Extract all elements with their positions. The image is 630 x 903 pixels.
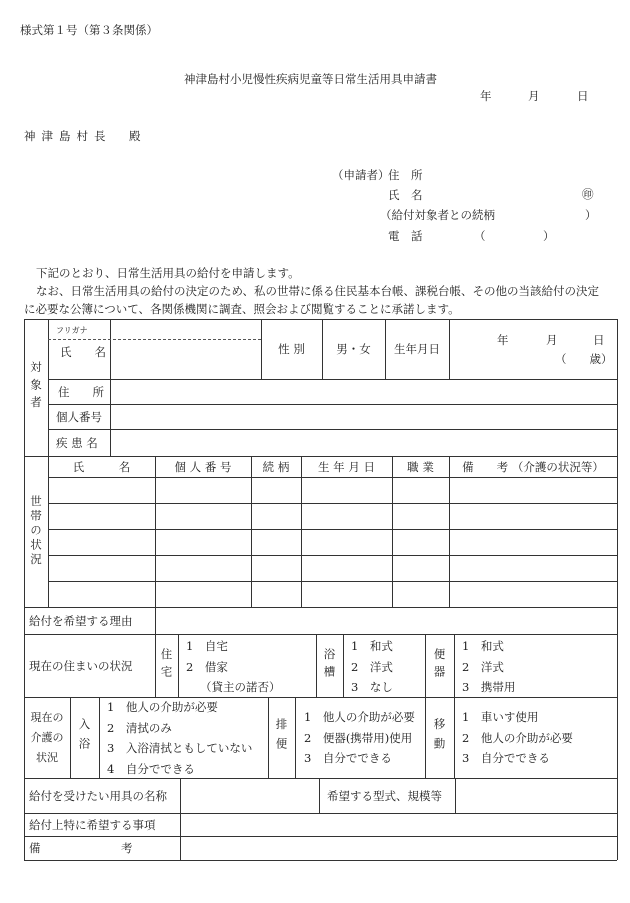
bathing-option-none[interactable]: 3 入浴清拭ともしていない	[107, 741, 253, 755]
applicant-phone-paren: （ ）	[474, 229, 555, 243]
sex-value[interactable]: 男・女	[336, 342, 371, 356]
household-header-id: 個 人 番 号	[174, 459, 232, 474]
subject-disease-field[interactable]	[111, 430, 616, 455]
household-row[interactable]	[49, 556, 616, 580]
subject-name-field[interactable]	[111, 341, 260, 378]
seal-mark: ㊞	[582, 187, 594, 201]
birth-month-unit: 月	[546, 333, 558, 347]
movement-option-wheelchair[interactable]: 1 車いす使用	[462, 710, 539, 724]
subject-id-label: 個人番号	[56, 409, 102, 424]
household-row[interactable]	[49, 504, 616, 528]
form-number: 様式第１号（第３条関係）	[20, 23, 158, 37]
applicant-name-label: 氏 名	[388, 188, 423, 202]
toilet-option-portable[interactable]: 3 携帯用	[462, 680, 516, 694]
household-row[interactable]	[49, 582, 616, 606]
equipment-name-label: 給付を受けたい用具の名称	[29, 788, 167, 803]
subject-address-label: 住 所	[58, 384, 104, 399]
honorific: 殿	[129, 129, 141, 143]
household-header-birth: 生 年 月 日	[318, 459, 375, 474]
movement-option-assist[interactable]: 2 他人の介助が必要	[462, 730, 573, 745]
household-header-job: 職 業	[407, 459, 434, 474]
movement-options	[462, 707, 573, 769]
special-request-field[interactable]	[181, 814, 616, 835]
statement-line-3: に必要な公簿について、各関係機関に調査、照会および閲覧することに承諾します。	[24, 302, 460, 316]
applicant-relation-label: （給付対象者との続柄	[380, 208, 495, 222]
bath-options	[351, 636, 393, 698]
birth-date-field[interactable]	[450, 320, 616, 378]
household-header-notes: 備 考 （介護の状況等）	[462, 459, 604, 474]
subject-disease-label: 疾 患 名	[56, 435, 98, 450]
equipment-model-field[interactable]	[456, 779, 616, 812]
birth-day-unit: 日	[593, 333, 605, 347]
applicant-phone-label: 電 話	[388, 229, 423, 243]
birth-year-unit: 年	[497, 333, 509, 347]
household-header-relation: 続 柄	[262, 459, 290, 474]
subject-id-field[interactable]	[111, 405, 616, 428]
care-label: 現在の介護の状況	[30, 710, 64, 764]
residence-option-rent[interactable]: 2 借家	[186, 659, 228, 674]
toilet-options	[462, 636, 515, 698]
household-row[interactable]	[49, 530, 616, 554]
furigana-label: フリガナ	[56, 326, 88, 335]
applicant-label: （申請者）	[332, 168, 390, 182]
date-year: 年	[480, 89, 492, 103]
movement-option-self[interactable]: 3 自分でできる	[462, 751, 550, 765]
applicant-relation-close: ）	[585, 208, 597, 222]
age-field: （ 歳）	[555, 352, 613, 366]
bathing-option-assist[interactable]: 1 他人の介助が必要	[107, 700, 218, 714]
bath-label: 浴槽	[322, 648, 337, 683]
special-request-label: 給付上特に希望する事項	[29, 817, 156, 832]
birth-date-label: 生年月日	[394, 342, 440, 356]
household-row[interactable]	[49, 478, 616, 502]
applicant-address-label: 住 所	[388, 168, 423, 182]
addressee: 神津島村長	[24, 129, 112, 143]
statement-line-2: なお、日常生活用具の給付の決定のため、私の世帯に係る住民基本台帳、課税台帳、その他の当該給付の決定	[36, 284, 600, 298]
bathing-options	[107, 697, 252, 779]
toilet-option-western[interactable]: 2 洋式	[462, 659, 504, 674]
movement-label: 移動	[432, 718, 447, 757]
subject-section-label: 対象者	[29, 361, 43, 414]
equipment-model-label: 希望する型式、規模等	[327, 788, 442, 803]
toilet-label: 便器	[432, 648, 447, 683]
toilet-option-japanese[interactable]: 1 和式	[462, 639, 504, 653]
remarks-field[interactable]	[181, 837, 616, 859]
excretion-option-toilet[interactable]: 2 便器(携帯用)使用	[304, 730, 413, 745]
excretion-label: 排便	[274, 718, 289, 757]
sex-label: 性 別	[278, 342, 305, 356]
excretion-option-self[interactable]: 3 自分でできる	[304, 751, 392, 765]
subject-name-label: 氏 名	[60, 345, 106, 359]
bathing-option-wipe[interactable]: 2 清拭のみ	[107, 720, 172, 735]
statement-line-1: 下記のとおり、日常生活用具の給付を申請します。	[36, 266, 300, 280]
bath-option-western[interactable]: 2 洋式	[351, 659, 393, 674]
household-section-label: 世帯の状況	[29, 495, 43, 568]
bath-option-none[interactable]: 3 なし	[351, 680, 393, 694]
bath-option-japanese[interactable]: 1 和式	[351, 639, 393, 653]
bathing-label: 入浴	[77, 718, 92, 757]
residence-label: 住宅	[159, 648, 174, 683]
excretion-option-assist[interactable]: 1 他人の介助が必要	[304, 710, 415, 724]
landlord-consent[interactable]: （貸主の諾否）	[200, 680, 281, 694]
housing-label: 現在の住まいの状況	[29, 658, 133, 673]
bathing-option-self[interactable]: 4 自分でできる	[107, 761, 195, 776]
date-month: 月	[528, 89, 540, 103]
date-day: 日	[577, 89, 589, 103]
residence-options	[186, 636, 281, 698]
subject-furigana-field[interactable]	[111, 320, 260, 338]
page-title: 神津島村小児慢性疾病児童等日常生活用具申請書	[184, 72, 437, 86]
remarks-label: 備 考	[29, 841, 133, 855]
reason-field[interactable]	[156, 608, 616, 633]
equipment-name-field[interactable]	[181, 779, 318, 812]
subject-address-field[interactable]	[111, 380, 616, 403]
reason-label: 給付を希望する理由	[29, 613, 133, 628]
household-header-name: 氏 名	[72, 459, 131, 474]
residence-option-own[interactable]: 1 自宅	[186, 639, 228, 653]
excretion-options	[304, 707, 415, 769]
